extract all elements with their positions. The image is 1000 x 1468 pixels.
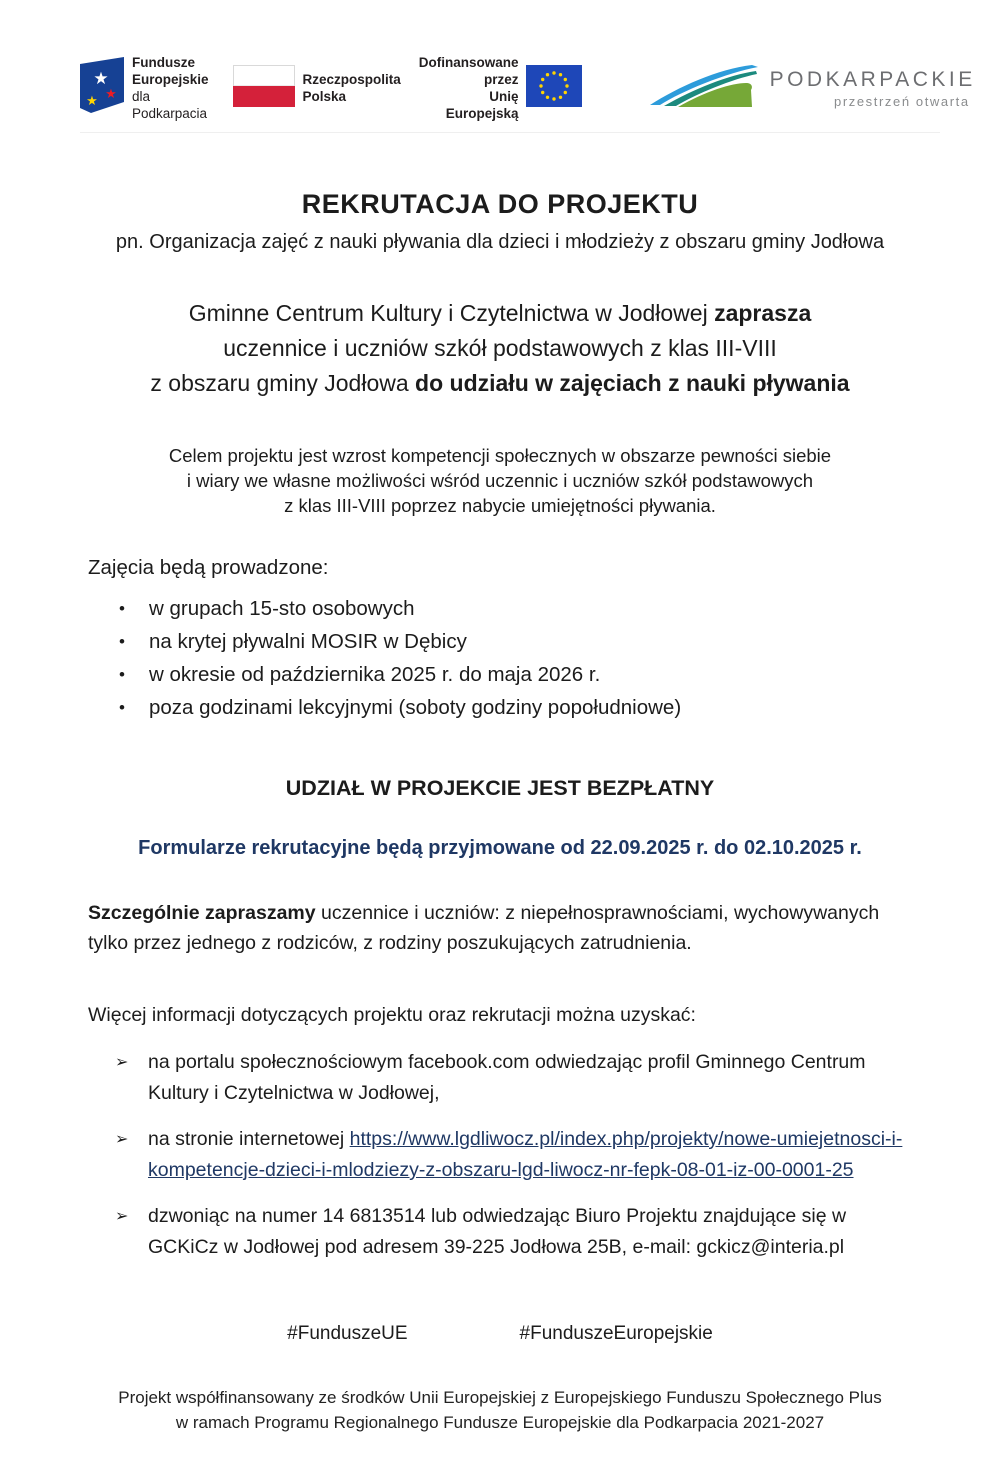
- header-logos: [80, 54, 976, 133]
- more-info-item-text: dzwoniąc na numer 14 6813514 lub odwiedzając Biuro Projektu znajdujące się w GCKiCz w Jodłowej pod adresem 39-225 Jodłowa 25B, e-mail: gckicz@interia.pl: [148, 1205, 847, 1258]
- invitation-line-2: uczennice i uczniów szkół podstawowych z klas III-VIII: [223, 335, 777, 361]
- more-info-intro: Więcej informacji dotyczących projektu oraz rekrutacji można uzyskać:: [88, 1004, 696, 1026]
- more-info-item-text: [148, 1124, 912, 1186]
- arrow-bullet-icon: ➢: [115, 1208, 129, 1225]
- fe-logo-title: Fundusze Europejskie: [132, 55, 209, 87]
- footer-line-2: w ramach Programu Regionalnego Fundusze Europejskie dla Podkarpacia 2021-2027: [175, 1413, 825, 1432]
- invitation-line-3: [88, 366, 912, 401]
- schedule-item-text: w grupach 15-sto osobowych: [149, 597, 415, 620]
- page-title: REKRUTACJA DO PROJEKTU: [301, 189, 699, 219]
- bullet-icon: •: [119, 632, 125, 651]
- free-participation-heading: UDZIAŁ W PROJEKCIE JEST BEZPŁATNY: [285, 776, 715, 800]
- website-prefix: na stronie internetowej: [148, 1128, 350, 1150]
- project-website-link[interactable]: https://www.lgdliwocz.pl/index.php/projekty/nowe-umiejetnosci-i-kompetencje-dzieci-i-mlodziezy-z-obszaru-lgd-liwocz-nr-fepk-08-01-iz-00-0001-25: [148, 1128, 903, 1181]
- podkarpackie-subtitle: przestrzeń otwarta: [833, 93, 970, 109]
- svg-text:★: ★: [86, 93, 98, 108]
- fe-logo-subtitle: dla Podkarpacia: [132, 89, 208, 121]
- logo-eu-funding: [419, 54, 582, 122]
- recruitment-dates-line: Formularze rekrutacyjne będą przyjmowane od 22.09.2025 r. do 02.10.2025 r.: [138, 837, 862, 859]
- invitation-line-1-text: Gminne Centrum Kultury i Czytelnictwa w Jodłowej: [188, 300, 715, 326]
- cofinancing-footer: [88, 1385, 912, 1435]
- logo-rzeczpospolita-polska: [233, 65, 401, 112]
- list-item: [88, 625, 912, 658]
- podkarpackie-text: [770, 68, 976, 109]
- svg-text:★: ★: [105, 86, 117, 101]
- list-item: [88, 691, 912, 724]
- schedule-item-text: poza godzinami lekcyjnymi (soboty godziny popołudniowe): [149, 696, 682, 719]
- eu-logo-title: Dofinansowane przez: [418, 55, 519, 87]
- fe-flag-icon: [80, 57, 124, 119]
- invitation-line-3-text: z obszaru gminy Jodłowa: [150, 370, 416, 396]
- document-page: [0, 54, 1000, 1468]
- schedule-item-text: na krytej pływalni MOSIR w Dębicy: [149, 630, 467, 653]
- footer-line-1: Projekt współfinansowany ze środków Unii Europejskiej z Europejskiego Funduszu Społecznego Plus: [118, 1388, 882, 1407]
- podkarpackie-swoosh-icon: [648, 63, 764, 114]
- pl-logo-subtitle: Polska: [302, 89, 347, 104]
- list-item: [88, 592, 912, 625]
- pl-logo-title: Rzeczpospolita: [302, 72, 401, 87]
- schedule-intro: Zajęcia będą prowadzone:: [88, 556, 329, 579]
- bullet-icon: •: [119, 698, 125, 717]
- goal-line-3: z klas III-VIII poprzez nabycie umiejętności pływania.: [284, 495, 716, 516]
- logo-fundusze-europejskie: [80, 54, 209, 122]
- eu-flag-icon: [526, 65, 582, 112]
- eu-logo-subtitle: Unię Europejską: [445, 89, 519, 121]
- hashtags-row: [88, 1323, 912, 1345]
- page-subtitle: pn. Organizacja zajęć z nauki pływania dla dzieci i młodzieży z obszaru gminy Jodłowa: [115, 231, 885, 253]
- arrow-bullet-icon: ➢: [115, 1131, 129, 1148]
- more-info-list: [88, 1047, 912, 1263]
- poland-flag-icon: [233, 65, 295, 112]
- schedule-item-text: w okresie od października 2025 r. do maja 2026 r.: [149, 663, 601, 686]
- invitation-line-3-bold: do udziału w zajęciach z nauki pływania: [415, 370, 850, 396]
- eu-logo-text: [419, 54, 519, 122]
- podkarpackie-title: PODKARPACKIE: [769, 67, 976, 91]
- schedule-list: [88, 592, 912, 724]
- goal-line-1: Celem projektu jest wzrost kompetencji społecznych w obszarze pewności siebie: [168, 445, 832, 466]
- invitation-line-1-bold: zaprasza: [714, 300, 812, 326]
- invitation-paragraph: [88, 296, 912, 401]
- list-item: [88, 1124, 912, 1186]
- list-item: [88, 1047, 912, 1109]
- special-invite-bold: Szczególnie zapraszamy: [88, 902, 316, 924]
- hashtag-fundusze-europejskie: #FunduszeEuropejskie: [519, 1323, 713, 1344]
- pl-logo-text: [303, 71, 401, 105]
- project-goal-paragraph: [88, 443, 912, 518]
- special-invite-paragraph: [88, 898, 912, 958]
- logo-podkarpackie: [648, 63, 976, 114]
- goal-line-2: i wiary we własne możliwości wśród uczennic i uczniów szkół podstawowych: [186, 470, 814, 491]
- list-item: [88, 1201, 912, 1263]
- bullet-icon: •: [119, 665, 125, 684]
- arrow-bullet-icon: ➢: [115, 1054, 129, 1071]
- invitation-line-1: [88, 296, 912, 331]
- special-invite-rest: uczennice i uczniów: z niepełnosprawnościami, wychowywanych tylko przez jednego z rodziców, z rodziny poszukujących zatrudnienia.: [88, 902, 880, 954]
- list-item: [88, 658, 912, 691]
- document-content: [0, 189, 1000, 1435]
- fe-logo-text: [132, 54, 209, 122]
- more-info-item-text: na portalu społecznościowym facebook.com odwiedzając profil Gminnego Centrum Kultury i Czytelnictwa w Jodłowej,: [148, 1051, 866, 1104]
- hashtag-fundusze-ue: #FunduszeUE: [287, 1323, 408, 1344]
- bullet-icon: •: [119, 599, 125, 618]
- svg-text:★: ★: [93, 69, 109, 88]
